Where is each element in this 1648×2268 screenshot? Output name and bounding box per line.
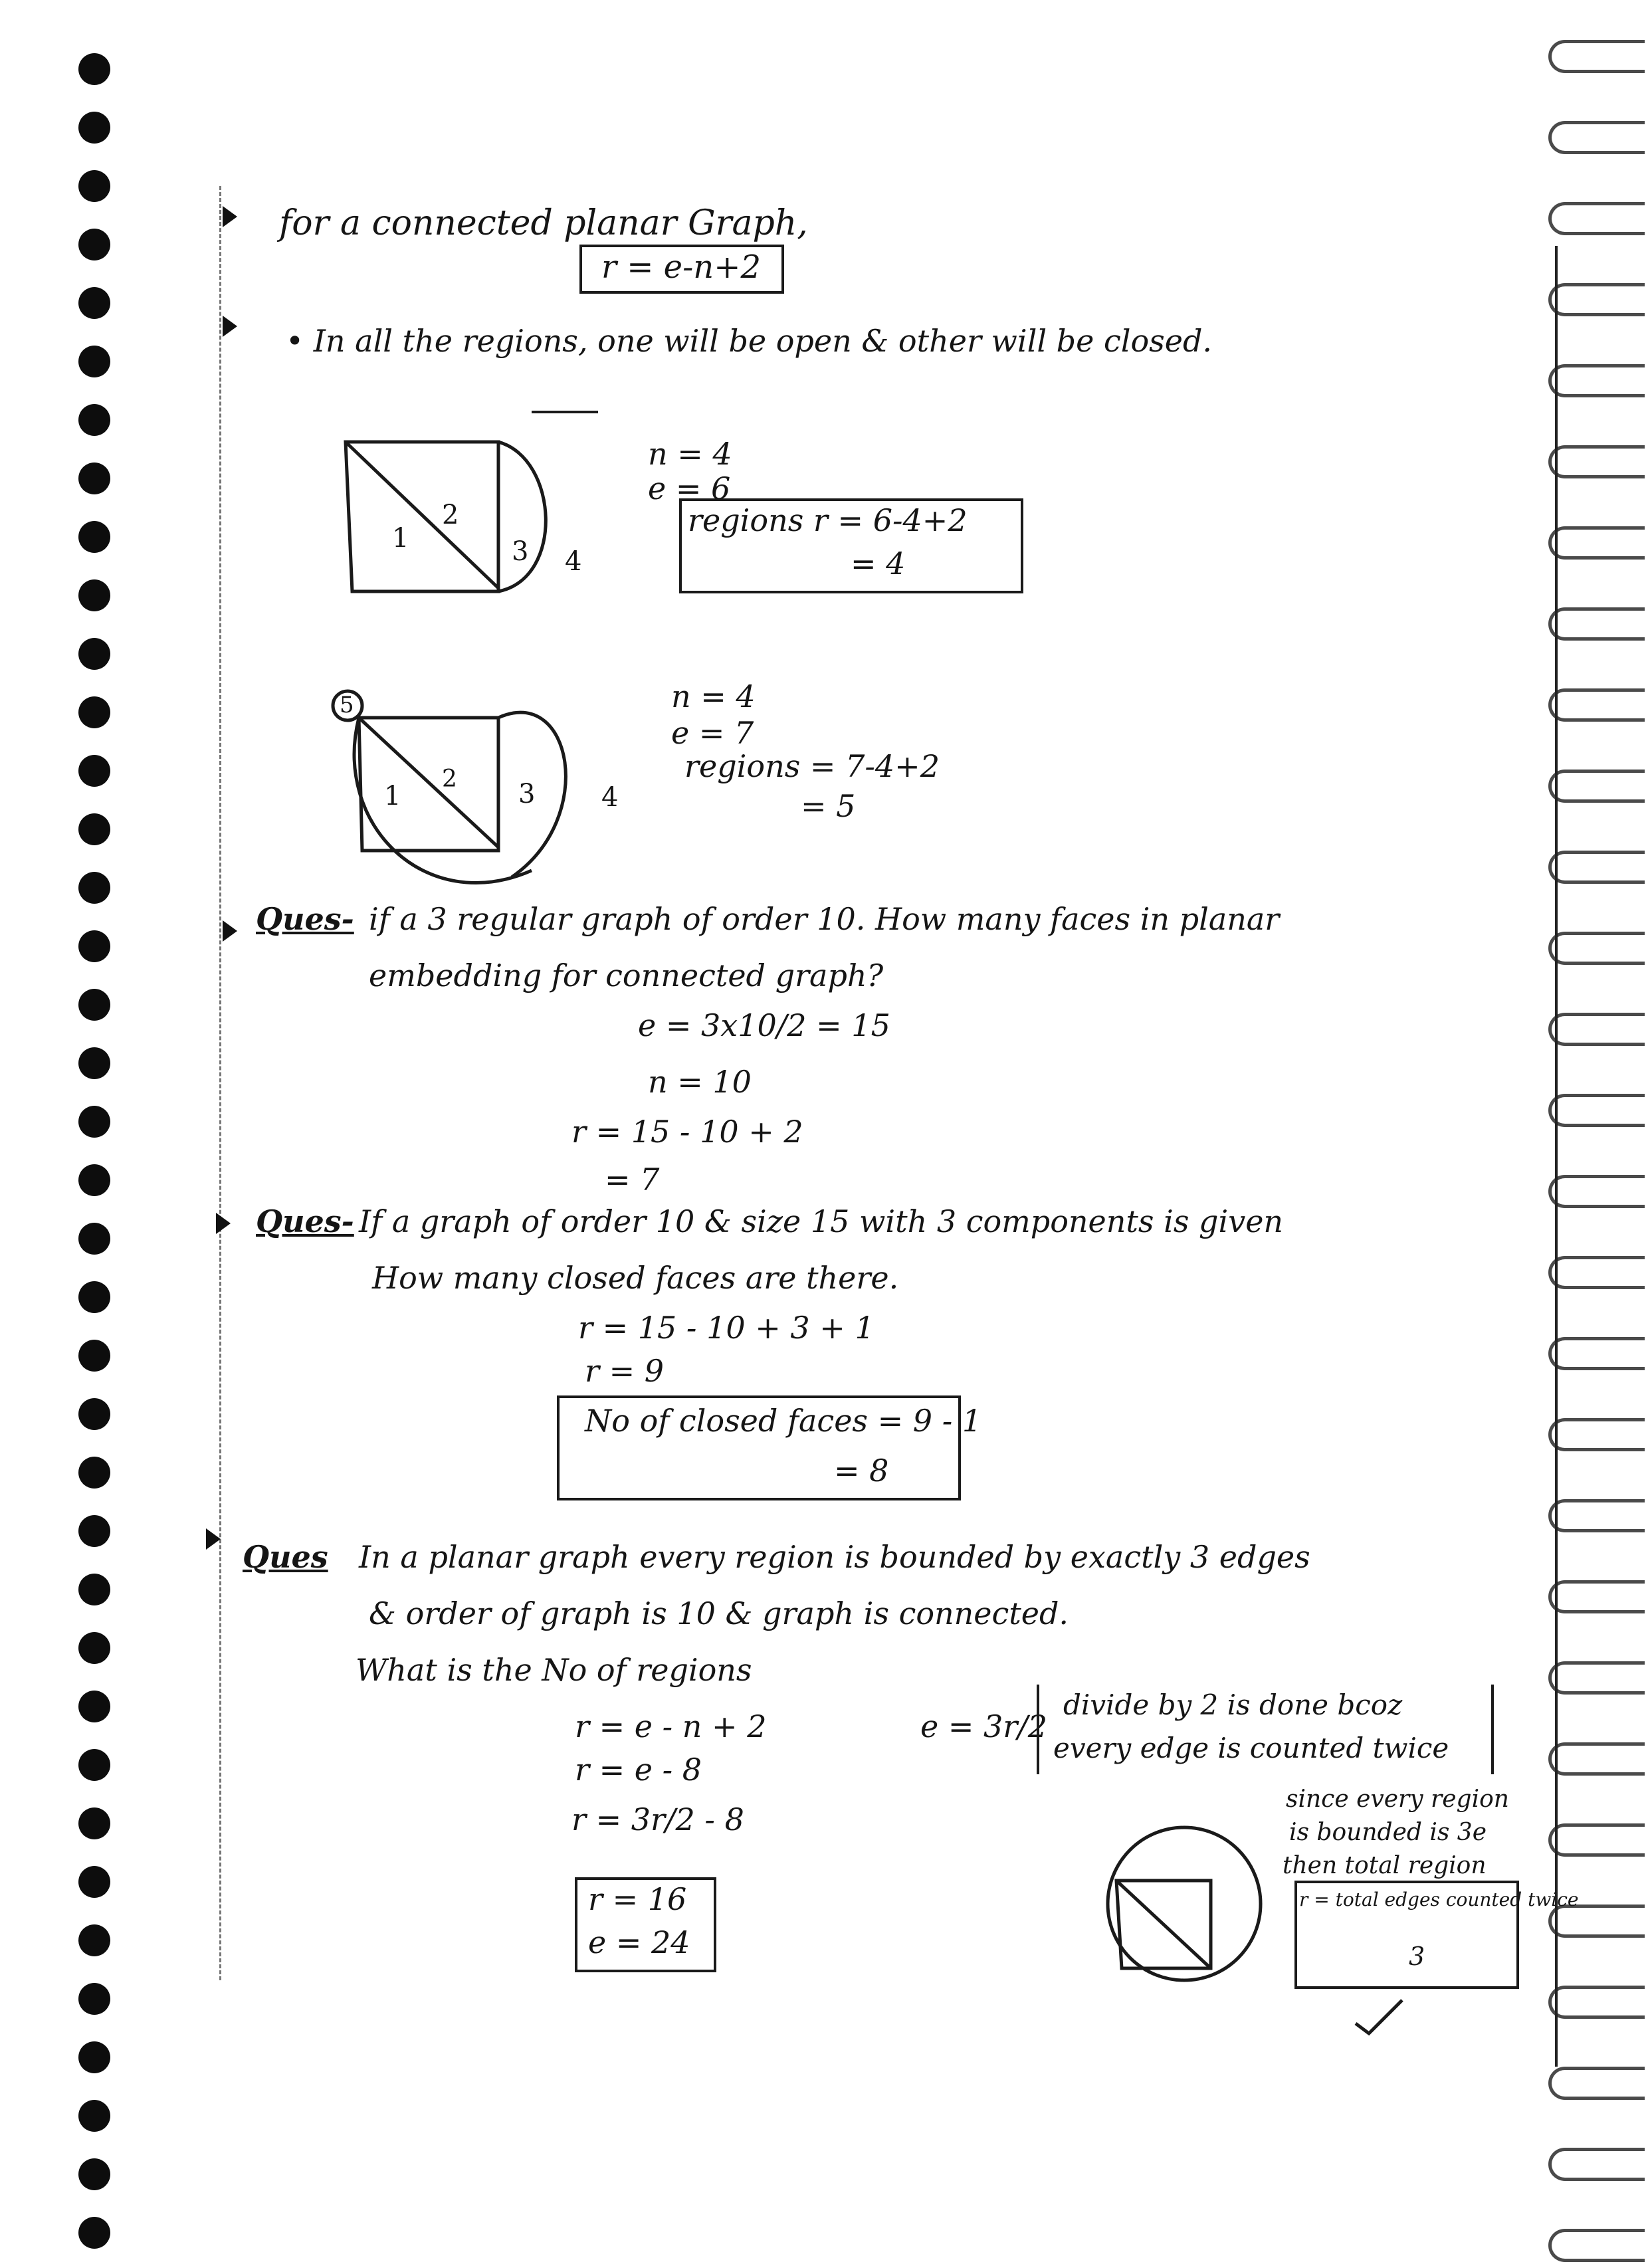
ex2-regions: regions = 7-4+2: [684, 748, 940, 784]
q2-box2: = 8: [834, 1453, 889, 1489]
ex1-n: n = 4: [648, 436, 732, 472]
region-label: 3: [518, 779, 536, 809]
q1-e: e = 3x10/2 = 15: [638, 1007, 890, 1043]
q3-line2: & order of graph is 10 & graph is connected.: [369, 1596, 1069, 1631]
q1-line2: embedding for connected graph?: [369, 958, 884, 993]
q3-note2: every edge is counted twice: [1053, 1732, 1449, 1764]
q2-r2: r = 9: [585, 1353, 665, 1389]
ex2-n: n = 4: [671, 678, 756, 714]
region-label: 3: [512, 536, 529, 567]
q3-side5: 3: [1409, 1942, 1425, 1971]
q2-line1: If a graph of order 10 & size 15 with 3 components is given: [359, 1203, 1284, 1239]
q3-label: Ques: [243, 1539, 328, 1575]
q1-r: r = 15 - 10 + 2: [571, 1114, 803, 1150]
q3-note1: divide by 2 is done bcoz: [1063, 1689, 1403, 1721]
q2-label: Ques-: [256, 1203, 354, 1239]
q3-line3: What is the No of regions: [356, 1652, 752, 1688]
q2-box1: No of closed faces = 9 - 1: [585, 1403, 982, 1439]
ex1-result: = 4: [851, 546, 906, 581]
statement-text: • In all the regions, one will be open & other will be closed.: [286, 323, 1213, 359]
region-label: 5: [340, 692, 354, 718]
formula-text: r = e-n+2: [601, 249, 761, 286]
ex1-regions: regions r = 6-4+2: [688, 502, 968, 538]
q3-edge: e = 3r/2: [920, 1708, 1048, 1744]
q3-step2: r = e - 8: [575, 1752, 702, 1788]
region-label: 1: [384, 781, 401, 811]
q3-line1: In a planar graph every region is bounded by exactly 3 edges: [359, 1539, 1310, 1575]
q3-side3: then total region: [1283, 1852, 1487, 1879]
q1-result: = 7: [605, 1162, 660, 1197]
region-label: 4: [601, 782, 619, 813]
ex1-e: e = 6: [648, 470, 731, 506]
region-label: 2: [442, 766, 457, 793]
q3-box1: r = 16: [588, 1881, 687, 1917]
q3-step1: r = e - n + 2: [575, 1708, 767, 1744]
q1-label: Ques-: [256, 901, 354, 937]
q2-r: r = 15 - 10 + 3 + 1: [578, 1310, 875, 1346]
q3-step3: r = 3r/2 - 8: [571, 1802, 744, 1837]
graph-3: [1108, 1827, 1261, 1980]
region-label: 1: [392, 523, 409, 554]
intro-text: for a connected planar Graph,: [279, 203, 808, 243]
q3-side2: is bounded is 3e: [1289, 1819, 1487, 1846]
ex2-result: = 5: [801, 788, 856, 824]
q1-line1: if a 3 regular graph of order 10. How many faces in planar: [369, 901, 1280, 937]
region-label: 2: [442, 500, 459, 530]
q1-n: n = 10: [648, 1064, 752, 1100]
ex2-e: e = 7: [671, 715, 754, 751]
q2-line2: How many closed faces are there.: [372, 1260, 899, 1296]
q3-side1: since every region: [1286, 1786, 1509, 1813]
q3-side4: r = total edges counted twice: [1299, 1889, 1579, 1910]
q3-box2: e = 24: [588, 1924, 690, 1960]
region-label: 4: [565, 546, 582, 577]
